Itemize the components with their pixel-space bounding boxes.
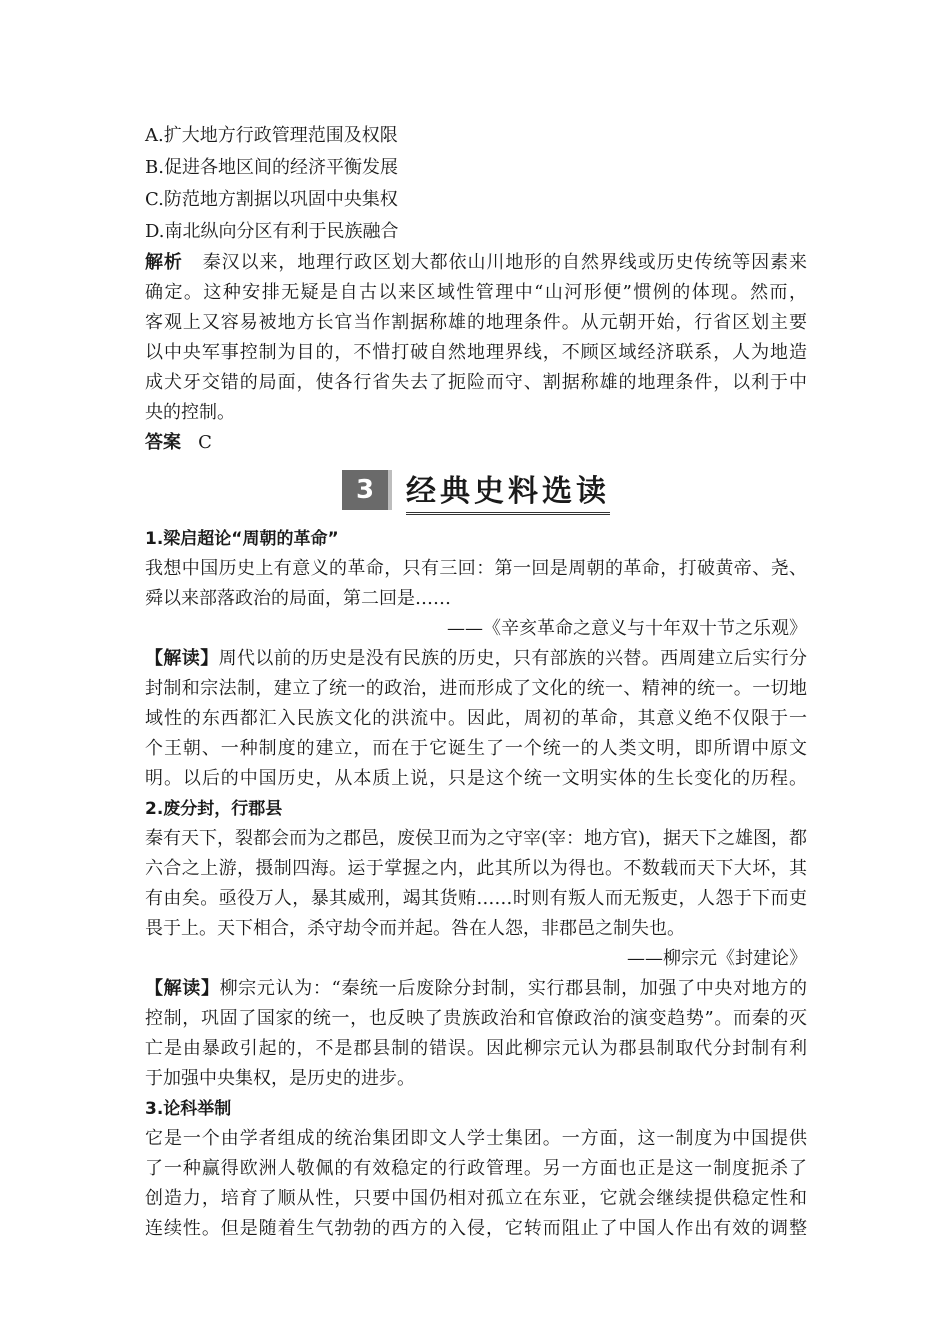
reading-line: 域性的东西都汇入民族文化的洪流中。因此，周初的革命，其意义绝不仅限于一: [145, 708, 807, 729]
reading-line: 柳宗元认为：“秦统一后废除分封制，实行郡县制，加强了中央对地方的: [219, 978, 807, 999]
quote-paragraph: [145, 824, 807, 944]
banner-number: 3: [342, 470, 392, 510]
quote-line: 我想中国历史上有意义的革命，只有三回：第一回是周朝的革命，打破黄帝、尧、: [145, 558, 807, 579]
section-banner: [145, 460, 807, 520]
answer-label: 答案: [145, 432, 181, 453]
section-heading: 3.论科举制: [145, 1099, 232, 1119]
analysis-line: 成犬牙交错的局面，使各行省失去了扼险而守、割据称雄的地理条件，以利于中: [145, 372, 807, 393]
reading-line: 封制和宗法制，建立了统一的政治，进而形成了文化的统一、精神的统一。一切地: [145, 678, 807, 699]
reading-line: 个王朝、一种制度的建立，而在于它诞生了一个统一的人类文明，即所谓中原文: [145, 738, 807, 759]
quote-line: 秦有天下，裂都会而为之郡邑，废侯卫而为之守宰(宰：地方官)，据天下之雄图，都: [145, 828, 807, 849]
section-heading: 1.梁启超论“周朝的革命”: [145, 529, 339, 549]
analysis-line: 以中央军事控制为目的，不惜打破自然地理界线，不顾区域经济联系，人为地造: [145, 342, 807, 363]
analysis-label: 解析: [145, 252, 183, 273]
quote-paragraph: [145, 1124, 807, 1244]
answer-value: C: [198, 432, 212, 453]
reading-paragraph: [145, 644, 807, 794]
reading-line: 控制，巩固了国家的统一，也反映了贵族政治和官僚政治的演变趋势”。而秦的灭: [145, 1008, 807, 1029]
quote-line: 有由矣。亟役万人，暴其威刑，竭其货贿……时则有叛人而无叛吏，人怨于下而吏: [145, 888, 807, 909]
reading-line: 于加强中央集权，是历史的进步。: [145, 1068, 415, 1089]
quote-line: 畏于上。天下相合，杀守劫令而并起。咎在人怨，非郡邑之制失也。: [145, 918, 685, 939]
option-d: D.南北纵向分区有利于民族融合: [145, 221, 399, 242]
reading-label: 【解读】: [145, 978, 220, 999]
quote-line: 连续性。但是随着生气勃勃的西方的入侵，它转而阻止了中国人作出有效的调整: [145, 1218, 807, 1239]
content-column: [145, 120, 807, 1244]
quote-line: 六合之上游，摄制四海。运于掌握之内，此其所以为得也。不数载而天下大坏，其: [145, 858, 807, 879]
option-c: C.防范地方割据以巩固中央集权: [145, 189, 398, 210]
quote-source: ——柳宗元《封建论》: [627, 948, 807, 969]
quote-line: 它是一个由学者组成的统治集团即文人学士集团。一方面，这一制度为中国提供: [145, 1128, 807, 1149]
quote-line: 创造力，培育了顺从性，只要中国仍相对孤立在东亚，它就会继续提供稳定性和: [145, 1188, 807, 1209]
quote-paragraph: [145, 554, 807, 614]
quote-source: ——《辛亥革命之意义与十年双十节之乐观》: [447, 618, 807, 639]
reading-paragraph: [145, 974, 807, 1094]
banner-title: 经典史料选读: [406, 466, 610, 515]
analysis-line: 央的控制。: [145, 402, 235, 423]
reading-label: 【解读】: [145, 648, 219, 669]
analysis-paragraph: [145, 248, 807, 428]
analysis-line: 秦汉以来，地理行政区划大都依山川地形的自然界线或历史传统等因素来: [202, 252, 807, 273]
analysis-line: 客观上又容易被地方长官当作割据称雄的地理条件。从元朝开始，行省区划主要: [145, 312, 807, 333]
quote-line: 舜以来部落政治的局面，第二回是……: [145, 588, 451, 609]
option-b: B.促进各地区间的经济平衡发展: [145, 157, 398, 178]
analysis-line: 确定。这种安排无疑是自古以来区域性管理中“山河形便”惯例的体现。然而，: [145, 282, 807, 303]
reading-line: 明。以后的中国历史，从本质上说，只是这个统一文明实体的生长变化的历程。: [145, 768, 807, 789]
quote-line: 了一种赢得欧洲人敬佩的有效稳定的行政管理。另一方面也正是这一制度扼杀了: [145, 1158, 807, 1179]
option-a: A.扩大地方行政管理范围及权限: [145, 125, 398, 146]
answer-line: [145, 428, 807, 458]
reading-line: 亡是由暴政引起的，不是郡县制的错误。因此柳宗元认为郡县制取代分封制有利: [145, 1038, 807, 1059]
section-heading: 2.废分封，行郡县: [145, 799, 283, 819]
reading-line: 周代以前的历史是没有民族的历史，只有部族的兴替。西周建立后实行分: [218, 648, 807, 669]
